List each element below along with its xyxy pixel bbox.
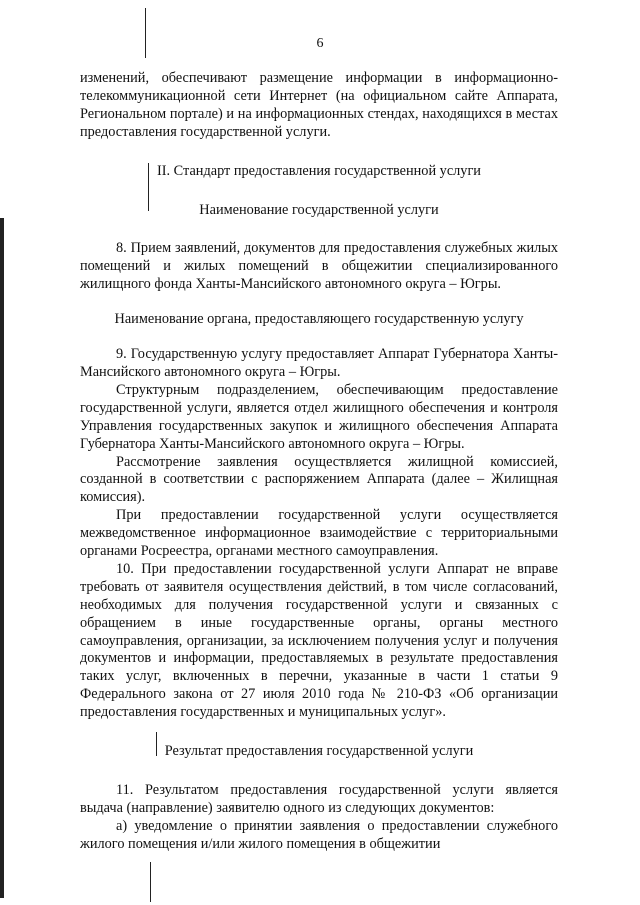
document-body	[80, 70, 558, 854]
spacer	[80, 219, 558, 240]
paragraph: 10. При предоставлении государственной услуги Аппарат не вправе требовать от заявителя осуществления действий, в том числе согласований, необходимых для получения государственной услуги и связанных с обращением в иные государственные органы, органы местного самоуправления, организации, за исключением получения услуг и получения документов и информации, предоставляемых в результате предоставления таких услуг, включенных в перечни, указанные в части 1 статьи 9 Федерального закона от 27 июля 2010 года № 210-ФЗ «Об организации предоставления государственных и муниципальных услуг».	[80, 560, 558, 721]
paragraph: При предоставлении государственной услуги осуществляется межведомственное информационное взаимодействие с территориальными органами Росреестра, органами местного самоуправления.	[80, 507, 558, 560]
spacer	[80, 181, 558, 202]
scan-margin-mark-left	[0, 218, 4, 898]
scan-margin-mark-bottom	[150, 862, 151, 902]
section-heading: Наименование государственной услуги	[199, 201, 439, 218]
paragraph: 9. Государственную услугу предоставляет Аппарат Губернатора Ханты-Мансийского автономного округа – Югры.	[80, 346, 558, 380]
page-number: 6	[316, 36, 324, 51]
paragraph: изменений, обеспечивают размещение информации в информационно-телекоммуникационной сети Интернет (на официальном сайте Аппарата, Региональном портале) и на информационных стендах, находящихся в местах предоставления государственной услуги.	[80, 70, 558, 140]
paragraph: Рассмотрение заявления осуществляется жилищной комиссией, созданной в соответствии с распоряжением Аппарата (далее – Жилищная комиссия).	[80, 453, 558, 506]
spacer	[80, 761, 558, 782]
section-heading: Результат предоставления государственной услуги	[164, 743, 474, 760]
section-heading: II. Стандарт предоставления государственной услуги	[157, 162, 481, 179]
paragraph: а) уведомление о принятии заявления о предоставлении служебного жилого помещения и/или жилого помещения в общежитии	[80, 817, 558, 852]
paragraph: 8. Прием заявлений, документов для предоставления служебных жилых помещений и жилых помещений в общежитии специализированного жилищного фонда Ханты-Мансийского автономного округа – Югры.	[80, 240, 558, 293]
spacer	[80, 294, 558, 311]
section-heading: Наименование органа, предоставляющего государственную услугу	[114, 311, 524, 328]
paragraph: 11. Результатом предоставления государственной услуги является выдача (направление) заявителю одного из следующих документов:	[80, 782, 558, 816]
spacer	[80, 329, 558, 346]
paragraph: Структурным подразделением, обеспечивающим предоставление государственной услуги, является отдел жилищного обеспечения и контроля Управления государственных закупок и жилищного обеспечения Аппарата Губернатора Ханты-Мансийского автономного округа – Югры.	[80, 381, 558, 452]
spacer	[80, 142, 558, 163]
spacer	[80, 722, 558, 743]
